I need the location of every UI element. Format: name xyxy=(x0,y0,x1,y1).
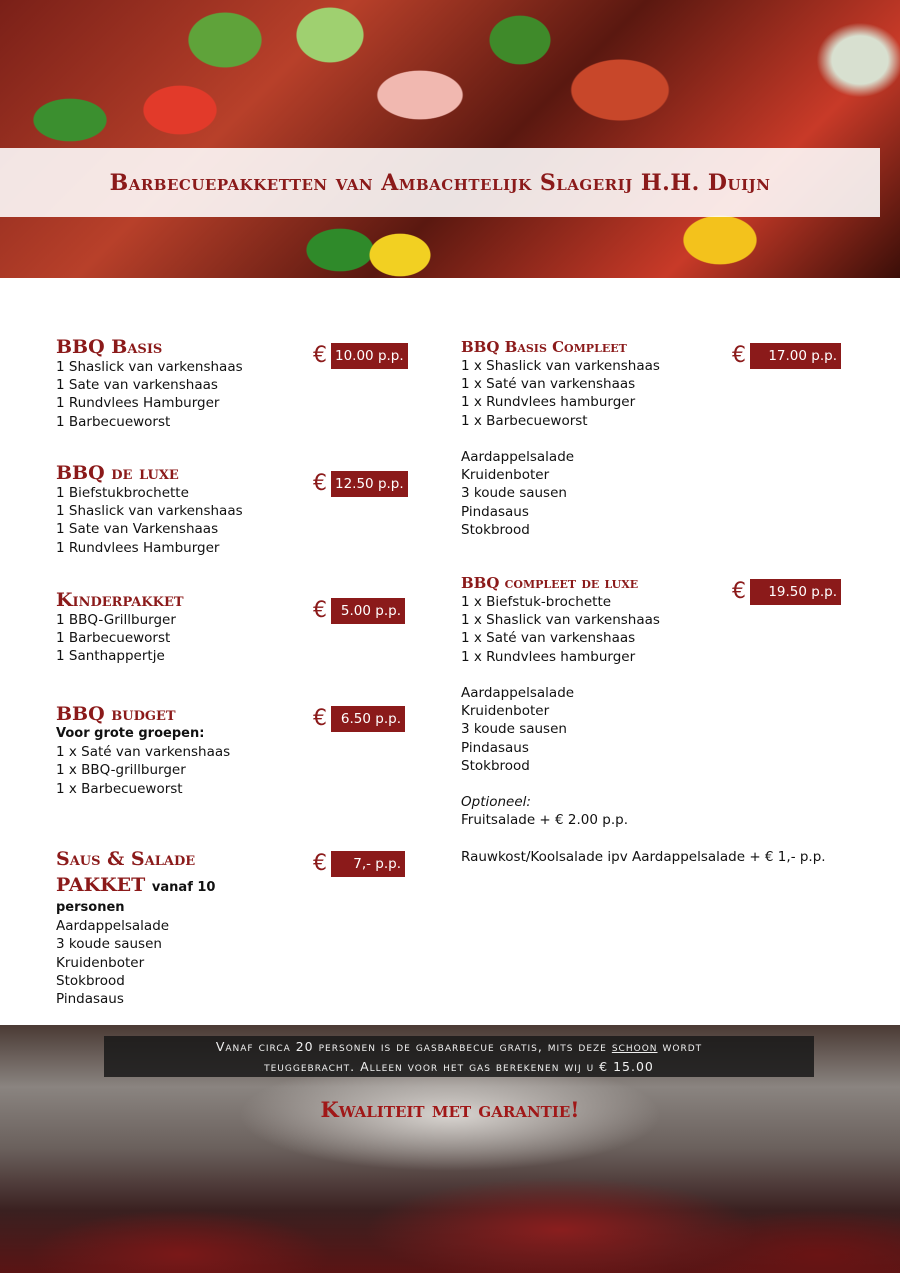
package-line: Fruitsalade + € 2.00 p.p. xyxy=(461,812,628,829)
header-title-band xyxy=(0,148,880,217)
package-line: 1 x Barbecueworst xyxy=(56,780,183,797)
package-line: 1 BBQ-Grillburger xyxy=(56,612,176,628)
package-line: 1 x Saté van varkenshaas xyxy=(461,376,636,393)
price-badge: 5.00 p.p. xyxy=(331,598,405,624)
gas-barbecue-notice xyxy=(104,1036,814,1077)
package-line: 1 Shaslick van varkenshaas xyxy=(56,503,243,520)
package-line: 1 x Shaslick van varkenshaas xyxy=(461,612,660,629)
package-line: 1 x Saté van varkenshaas xyxy=(461,630,636,647)
package-title: BBQ de luxe xyxy=(56,462,179,484)
price-badge: 10.00 p.p. xyxy=(331,343,408,369)
menu-package xyxy=(56,462,243,557)
menu-package xyxy=(56,589,184,666)
package-price xyxy=(732,343,841,369)
euro-icon: € xyxy=(732,343,746,368)
package-line: 1 Shaslick van varkenshaas xyxy=(56,359,243,375)
euro-icon: € xyxy=(732,579,746,604)
package-title: BBQ budget xyxy=(56,703,176,725)
tagline: Kwaliteit met garantie! xyxy=(320,1097,580,1122)
package-title-suffix: vanaf 10 xyxy=(151,880,216,895)
notice-underlined: schoon xyxy=(611,1039,658,1054)
package-title: Kinderpakket xyxy=(56,589,184,611)
package-price xyxy=(313,598,405,624)
price-badge: 6.50 p.p. xyxy=(331,706,405,732)
package-price xyxy=(313,706,405,732)
package-line xyxy=(461,775,826,793)
package-title-continued xyxy=(56,874,215,899)
package-line: 1 x Barbecueworst xyxy=(461,412,588,429)
package-line: Voor grote groepen: xyxy=(56,726,205,741)
notice-text: wordt xyxy=(662,1039,703,1054)
price-badge: 7,- p.p. xyxy=(331,851,405,877)
euro-icon: € xyxy=(313,343,327,368)
package-line xyxy=(461,430,660,448)
package-line: Stokbrood xyxy=(461,757,530,774)
package-line: 1 Sate van varkenshaas xyxy=(56,377,218,394)
package-line: 3 koude sausen xyxy=(461,485,567,502)
package-line: Pindasaus xyxy=(461,739,529,756)
package-line: 1 x Rundvlees hamburger xyxy=(461,648,636,665)
price-badge: 19.50 p.p. xyxy=(750,579,841,605)
package-line: Stokbrood xyxy=(461,521,530,538)
menu-package xyxy=(56,848,215,1008)
package-line: Optioneel: xyxy=(461,794,531,811)
package-line: 1 Barbecueworst xyxy=(56,630,171,647)
notice-text-line2: teuggebracht. Alleen voor het gas berekenen wij u € 15.00 xyxy=(264,1059,654,1074)
package-line: Pindasaus xyxy=(461,503,529,520)
package-line: 1 Santhappertje xyxy=(56,648,165,665)
footer-banner-image xyxy=(0,1025,900,1273)
package-line: 1 Rundvlees Hamburger xyxy=(56,395,220,412)
package-line: 1 x Saté van varkenshaas xyxy=(56,744,231,761)
euro-icon: € xyxy=(313,706,327,731)
package-price xyxy=(313,471,408,497)
package-title: BBQ compleet de luxe xyxy=(461,574,639,592)
package-title: Saus & Salade xyxy=(56,848,196,870)
package-line: personen xyxy=(56,900,125,915)
package-price xyxy=(732,579,841,605)
package-line: Kruidenboter xyxy=(56,954,145,971)
package-line: 1 Barbecueworst xyxy=(56,413,171,430)
package-line: 1 x Shaslick van varkenshaas xyxy=(461,358,660,374)
package-line: 1 x Biefstuk-brochette xyxy=(461,594,612,610)
package-line xyxy=(461,830,826,848)
menu-package xyxy=(461,338,660,539)
menu-package xyxy=(56,336,243,431)
package-line: Pindasaus xyxy=(56,991,124,1008)
package-title: BBQ Basis Compleet xyxy=(461,338,627,356)
package-line: Aardappelsalade xyxy=(461,685,575,701)
package-line: 3 koude sausen xyxy=(56,936,162,953)
package-line: 3 koude sausen xyxy=(461,721,567,738)
package-price xyxy=(313,343,408,369)
package-line: Stokbrood xyxy=(56,972,125,989)
package-line: 1 Rundvlees Hamburger xyxy=(56,539,220,556)
package-title-part: PAKKET xyxy=(56,874,146,896)
package-line xyxy=(461,666,826,684)
package-line: 1 Biefstukbrochette xyxy=(56,485,189,501)
package-title: BBQ Basis xyxy=(56,336,163,358)
package-line: Aardappelsalade xyxy=(461,449,575,465)
package-line: 1 x Rundvlees hamburger xyxy=(461,394,636,411)
header-banner-image xyxy=(0,0,900,278)
package-price xyxy=(313,851,405,877)
menu-package xyxy=(461,574,826,866)
package-line: Kruidenboter xyxy=(461,703,550,720)
page-title: Barbecuepakketten van Ambachtelijk Slagerij H.H. Duijn xyxy=(109,169,771,196)
package-line: Rauwkost/Koolsalade ipv Aardappelsalade + € 1,- p.p. xyxy=(461,848,826,865)
euro-icon: € xyxy=(313,851,327,876)
package-line: Aardappelsalade xyxy=(56,918,170,935)
package-line: Kruidenboter xyxy=(461,467,550,484)
notice-text: Vanaf circa 20 personen is de gasbarbecue gratis, mits deze xyxy=(215,1039,607,1054)
package-line: 1 Sate van Varkenshaas xyxy=(56,521,219,538)
price-badge: 17.00 p.p. xyxy=(750,343,841,369)
euro-icon: € xyxy=(313,471,327,496)
package-line: 1 x BBQ-grillburger xyxy=(56,762,186,779)
menu-package xyxy=(56,703,230,798)
price-badge: 12.50 p.p. xyxy=(331,471,408,497)
euro-icon: € xyxy=(313,598,327,623)
